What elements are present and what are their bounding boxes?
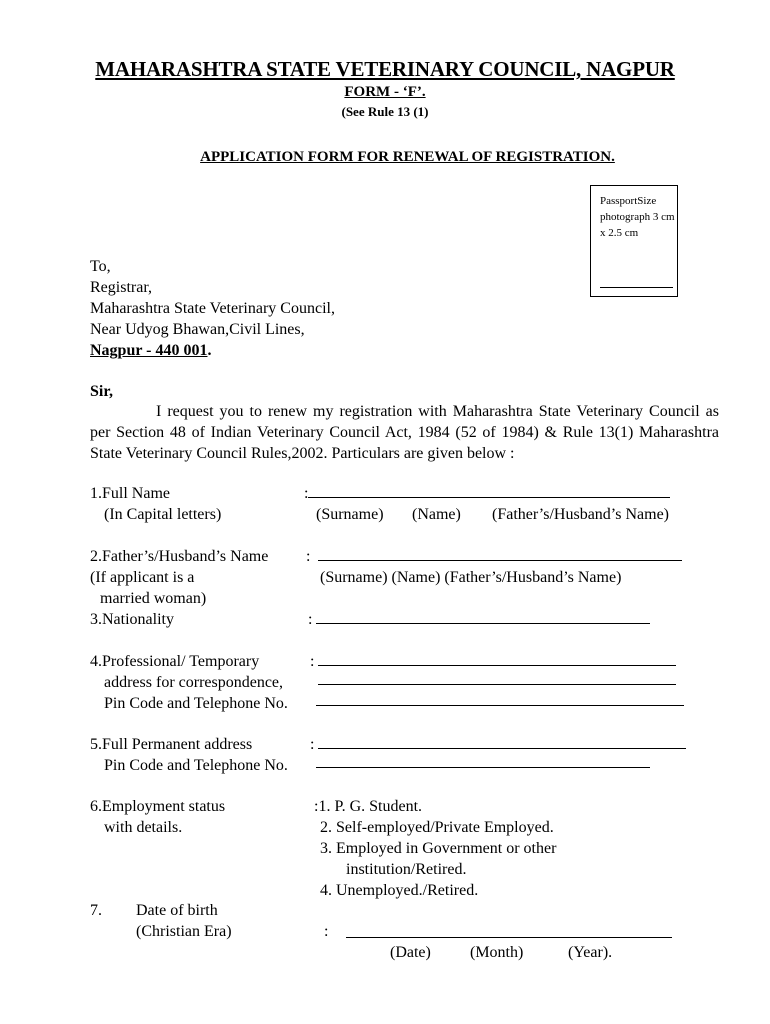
address-line-3: Near Udyog Bhawan,Civil Lines,: [90, 321, 305, 338]
permanent-address-blank-2[interactable]: [316, 753, 650, 768]
father-name-sub-1: (If applicant is a: [90, 569, 195, 586]
correspondence-blank-1[interactable]: [318, 651, 676, 666]
employment-option-4[interactable]: 4. Unemployed./Retired.: [320, 882, 479, 899]
full-name-blank[interactable]: [308, 483, 670, 498]
employment-sub: with details.: [104, 819, 183, 836]
dob-hint-year: (Year).: [568, 944, 613, 961]
father-name-field[interactable]: [306, 546, 682, 567]
dob-number: 7.: [90, 902, 102, 919]
correspondence-blank-3-wrap[interactable]: [316, 691, 684, 706]
request-paragraph: [90, 401, 719, 464]
correspondence-colon: :: [310, 653, 315, 670]
nationality-label: 3.Nationality: [90, 611, 174, 628]
father-name-colon: :: [306, 548, 311, 565]
dob-colon: :: [324, 923, 329, 940]
correspondence-blank-3[interactable]: [316, 691, 684, 706]
request-text: I request you to renew my registration with Maharashtra State Veterinary Council as per Section 48 of Indian Veterinary Council Act, 1984 (52 of 1984) & Rule 13(1) Maharashtra State Veterinary Council Rules,2002. Particulars are given below :: [90, 403, 719, 462]
employment-option-3-cont: institution/Retired.: [346, 861, 467, 878]
full-name-label: 1.Full Name: [90, 485, 170, 502]
father-name-sub-2: married woman): [100, 590, 207, 607]
dob-sublabel: (Christian Era): [136, 923, 232, 940]
address-line-2: Maharashtra State Veterinary Council,: [90, 300, 335, 317]
dob-label: Date of birth: [136, 902, 218, 919]
correspondence-label: 4.Professional/ Temporary: [90, 653, 260, 670]
father-name-blank[interactable]: [318, 546, 682, 561]
dob-hint-month: (Month): [470, 944, 524, 961]
hint-surname: (Surname): [316, 506, 384, 523]
address-city-name: Nagpur - 440 001: [90, 342, 208, 359]
passport-photo-box[interactable]: [590, 185, 678, 297]
permanent-address-field[interactable]: [310, 734, 686, 755]
full-name-sublabel: (In Capital letters): [104, 506, 222, 523]
correspondence-blank-2[interactable]: [318, 670, 676, 685]
application-title: APPLICATION FORM FOR RENEWAL OF REGISTRATION.: [200, 149, 615, 165]
form-number: FORM - ‘F’.: [344, 84, 426, 100]
permanent-address-label: 5.Full Permanent address: [90, 736, 253, 753]
permanent-address-sub: Pin Code and Telephone No.: [104, 757, 288, 774]
father-name-hint: (Surname) (Name) (Father’s/Husband’s Name): [320, 569, 622, 586]
salutation: Sir,: [90, 383, 113, 400]
dob-blank-wrap[interactable]: [346, 921, 672, 938]
address-to: To,: [90, 258, 111, 275]
permanent-address-colon: :: [310, 736, 315, 753]
correspondence-field[interactable]: [310, 651, 676, 672]
correspondence-blank-2-wrap[interactable]: [318, 670, 676, 685]
hint-name: (Name): [412, 506, 461, 523]
nationality-field[interactable]: [308, 609, 650, 630]
employment-option-2[interactable]: 2. Self-employed/Private Employed.: [320, 819, 554, 836]
dob-hint-date: (Date): [390, 944, 431, 961]
address-city-end: .: [207, 342, 212, 359]
employment-option-1[interactable]: :1. P. G. Student.: [314, 798, 423, 815]
council-title: MAHARASHTRA STATE VETERINARY COUNCIL, NAGPUR: [95, 57, 675, 81]
correspondence-sub-1: address for correspondence,: [104, 674, 284, 691]
father-name-label: 2.Father’s/Husband’s Name: [90, 548, 269, 565]
photo-caption: PassportSize photograph 3 cm x 2.5 cm: [600, 195, 675, 239]
permanent-address-blank-1[interactable]: [318, 734, 686, 749]
nationality-blank[interactable]: [316, 609, 650, 624]
address-line-1: Registrar,: [90, 279, 153, 296]
nationality-colon: :: [308, 611, 313, 628]
employment-label: 6.Employment status: [90, 798, 226, 815]
address-city: [90, 340, 212, 361]
photo-signature-line: [600, 287, 673, 288]
correspondence-sub-2: Pin Code and Telephone No.: [104, 695, 288, 712]
full-name-colon: :: [304, 485, 309, 502]
permanent-address-blank-2-wrap[interactable]: [316, 753, 650, 768]
hint-father-name: (Father’s/Husband’s Name): [492, 506, 669, 523]
rule-reference: (See Rule 13 (1): [341, 104, 429, 119]
dob-blank[interactable]: [346, 921, 672, 938]
full-name-field[interactable]: [304, 483, 670, 504]
employment-option-3[interactable]: 3. Employed in Government or other: [320, 840, 557, 857]
